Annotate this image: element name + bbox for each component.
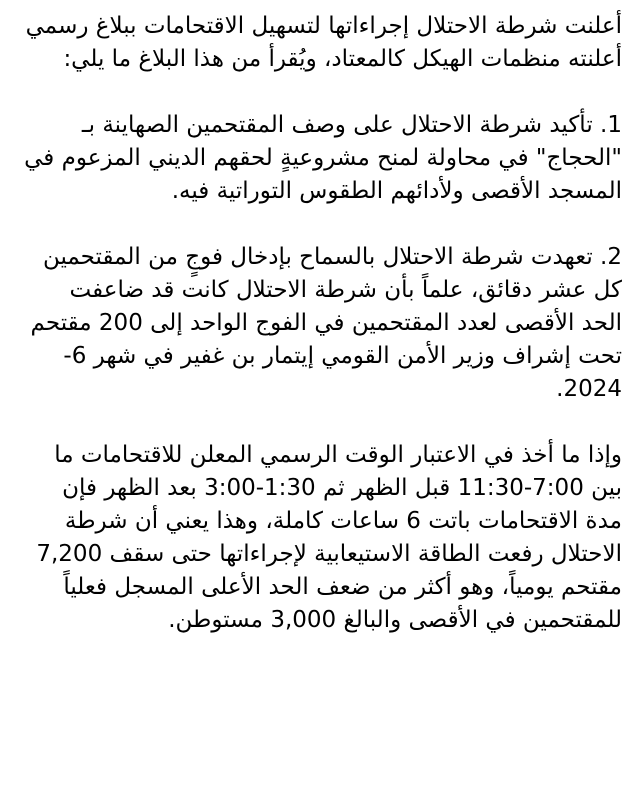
list-item-2-number: 2. [600, 244, 622, 270]
intro-paragraph: أعلنت شرطة الاحتلال إجراءاتها لتسهيل الاقتحامات ببلاغ رسمي أعلنته منظمات الهيكل كالمعتاد، ويُقرأ من هذا البلاغ ما يلي: [25, 13, 622, 72]
list-item-1-number: 1. [600, 112, 622, 138]
list-item-2-text: تعهدت شرطة الاحتلال بالسماح بإدخال فوجٍ من المقتحمين كل عشر دقائق، علماً بأن شرطة الاحتلال كانت قد ضاعفت الحد الأقصى لعدد المقتحمين في الفوج الواحد إلى 200 مقتحم تحت إشراف وزير الأمن القومي إيتمار بن غفير في شهر 6-2024. [30, 244, 622, 402]
closing-paragraph: وإذا ما أخذ في الاعتبار الوقت الرسمي المعلن للاقتحامات ما بين 7:00-11:30 قبل الظهر ثم 1:30-3:00 بعد الظهر فإن مدة الاقتحامات باتت 6 ساعات كاملة، وهذا يعني أن شرطة الاحتلال رفعت الطاقة الاستيعابية لإجراءاتها حتى سقف 7,200 مقتحم يومياً، وهو أكثر من ضعف الحد الأعلى المسجل فعلياً للمقتحمين في الأقصى والبالغ 3,000 مستوطن. [36, 442, 622, 633]
list-item-1 [22, 109, 622, 208]
list-item-1-text: تأكيد شرطة الاحتلال على وصف المقتحمين الصهاينة بـ "الحجاج" في محاولة لمنح مشروعيةٍ لحقهم الديني المزعوم في المسجد الأقصى ولأدائهم الطقوس التوراتية فيه. [24, 112, 622, 204]
list-item-2 [22, 241, 622, 406]
